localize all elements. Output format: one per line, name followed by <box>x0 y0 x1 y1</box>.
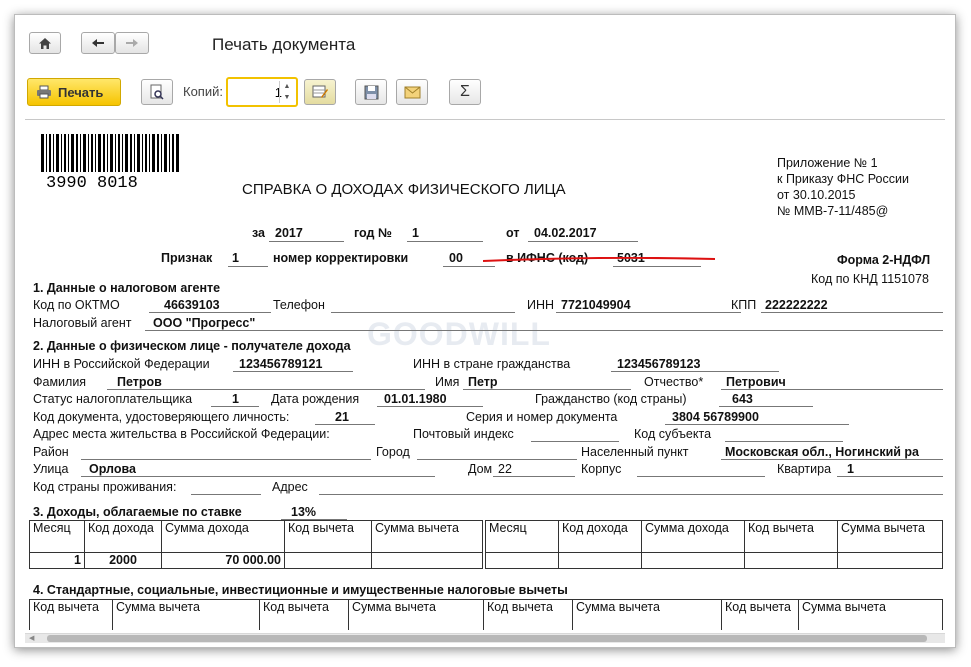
foreign-address-label: Адрес <box>272 480 308 494</box>
birth-date-value: 01.01.1980 <box>384 392 447 406</box>
header-deduction-code: Код вычета <box>745 521 838 553</box>
birth-date-label: Дата рождения <box>271 392 360 406</box>
building-label: Корпус <box>581 462 622 476</box>
address-label: Адрес места жительства в Российской Федерации: <box>33 427 330 441</box>
income-table-left <box>29 520 483 569</box>
tax-rate: 13% <box>291 505 317 519</box>
status-label: Статус налогоплательщика <box>33 392 193 406</box>
oktmo-value: 46639103 <box>164 298 220 312</box>
back-button[interactable] <box>81 32 115 54</box>
scrollbar-thumb[interactable] <box>47 635 927 642</box>
locality-label: Населенный пункт <box>581 445 689 459</box>
header-month: Месяц <box>486 521 559 553</box>
horizontal-scrollbar[interactable] <box>25 633 945 643</box>
number-label: год № <box>354 226 392 240</box>
page-preview-icon <box>149 84 165 100</box>
header-deduction-sum: Сумма вычета <box>372 521 483 553</box>
section-4-title: 4. Стандартные, социальные, инвестиционные и имущественные налоговые вычеты <box>33 583 568 597</box>
street-value: Орлова <box>89 462 136 476</box>
window-title: Печать документа <box>212 35 356 54</box>
copies-spin-buttons[interactable] <box>279 81 294 103</box>
knd-label: Код по КНД 1151078 <box>811 272 929 286</box>
document-area <box>25 119 945 630</box>
header-deduction-sum: Сумма вычета <box>799 600 943 631</box>
oktmo-label: Код по ОКТМО <box>33 298 120 312</box>
table-row <box>486 553 943 569</box>
doc-code-value: 21 <box>335 410 349 424</box>
header-deduction-code: Код вычета <box>722 600 799 631</box>
save-button[interactable] <box>355 79 387 105</box>
appendix-line-4: № ММВ-7-11/485@ <box>777 204 889 218</box>
barcode <box>41 134 181 188</box>
edit-table-icon <box>312 84 328 100</box>
printer-icon <box>36 85 52 99</box>
house-value: 22 <box>498 462 512 476</box>
header-deduction-sum: Сумма вычета <box>113 600 260 631</box>
cell-income-code: 2000 <box>85 553 162 569</box>
print-button-label: Печать <box>58 84 104 100</box>
cell-deduction-sum <box>372 553 483 569</box>
inn-citizenship-value: 123456789123 <box>617 357 701 371</box>
table-row <box>30 553 483 569</box>
scroll-left-icon[interactable]: ◀ <box>29 635 35 642</box>
header-income-code: Код дохода <box>85 521 162 553</box>
red-underline-mark <box>483 257 715 263</box>
house-label: Дом <box>468 462 493 476</box>
agent-inn-value: 7721049904 <box>561 298 631 312</box>
section-1-title: 1. Данные о налоговом агенте <box>33 281 221 295</box>
table-header-row <box>30 521 483 553</box>
sigma-icon: Σ <box>460 83 470 100</box>
citizenship-label: Гражданство (код страны) <box>535 392 687 406</box>
spin-down-icon[interactable]: ▼ <box>283 94 291 101</box>
patronymic-value: Петрович <box>726 375 786 389</box>
date-value: 04.02.2017 <box>534 226 597 240</box>
home-button[interactable] <box>29 32 61 54</box>
region-code-label: Код субъекта <box>634 427 712 441</box>
header-income-sum: Сумма дохода <box>642 521 745 553</box>
edit-mode-button[interactable] <box>304 79 336 105</box>
table-header-row <box>486 521 943 553</box>
header-deduction-code: Код вычета <box>30 600 113 631</box>
district-label: Район <box>33 445 69 459</box>
doc-code-label: Код документа, удостоверяющего личность: <box>33 410 290 424</box>
doc-series-value: 3804 56789900 <box>672 410 759 424</box>
phone-label: Телефон <box>273 298 325 312</box>
send-email-button[interactable] <box>396 79 428 105</box>
inn-rf-value: 123456789121 <box>239 357 323 371</box>
header-month: Месяц <box>30 521 85 553</box>
kpp-value: 222222222 <box>765 298 828 312</box>
name-value: Петр <box>468 375 498 389</box>
header-income-sum: Сумма дохода <box>162 521 285 553</box>
street-label: Улица <box>33 462 69 476</box>
ifns-label: в ИФНС (код) <box>506 251 589 265</box>
country-label: Код страны проживания: <box>33 480 177 494</box>
header-deduction-code: Код вычета <box>484 600 573 631</box>
date-label: от <box>506 226 520 240</box>
name-label: Имя <box>435 375 460 389</box>
year-value: 2017 <box>275 226 303 240</box>
inn-citizenship-label: ИНН в стране гражданства <box>413 357 571 371</box>
surname-value: Петров <box>117 375 162 389</box>
deductions-table <box>29 599 943 630</box>
print-button[interactable] <box>27 78 121 106</box>
header-deduction-sum: Сумма вычета <box>349 600 484 631</box>
ifns-value: 5031 <box>617 251 645 265</box>
header-deduction-sum: Сумма вычета <box>838 521 943 553</box>
copies-stepper[interactable] <box>226 77 298 107</box>
number-value: 1 <box>412 226 419 240</box>
spin-up-icon[interactable]: ▲ <box>283 83 291 90</box>
doc-series-label: Серия и номер документа <box>466 410 618 424</box>
copies-input[interactable] <box>230 82 284 102</box>
cell-deduction-code <box>285 553 372 569</box>
kpp-label: КПП <box>731 298 757 312</box>
locality-value: Московская обл., Ногинский ра <box>725 445 920 459</box>
preview-button[interactable] <box>141 79 173 105</box>
header-income-code: Код дохода <box>559 521 642 553</box>
attribute-value: 1 <box>232 251 239 265</box>
patronymic-label: Отчество* <box>644 375 704 389</box>
arrow-right-icon <box>125 38 139 48</box>
table-header-row <box>30 600 943 631</box>
section-3-title: 3. Доходы, облагаемые по ставке <box>33 505 242 519</box>
sum-button[interactable] <box>449 79 481 105</box>
home-icon <box>38 37 52 50</box>
print-document-window <box>14 14 956 648</box>
surname-label: Фамилия <box>33 375 87 389</box>
tax-agent-value: ООО "Прогресс" <box>153 316 256 330</box>
section-2-title: 2. Данные о физическом лице - получателе дохода <box>33 339 351 353</box>
copies-label: Копий: <box>183 84 223 99</box>
status-value: 1 <box>232 392 239 406</box>
forward-button[interactable] <box>115 32 149 54</box>
city-label: Город <box>376 445 410 459</box>
income-table-right <box>485 520 943 569</box>
inn-rf-label: ИНН в Российской Федерации <box>33 357 210 371</box>
flat-label: Квартира <box>777 462 832 476</box>
flat-value: 1 <box>847 462 854 476</box>
watermark-logo: GOODWILL <box>367 316 551 352</box>
header-deduction-code: Код вычета <box>260 600 349 631</box>
appendix-line-2: к Приказу ФНС России <box>777 172 909 186</box>
cell-income-sum: 70 000.00 <box>162 553 285 569</box>
appendix-line-3: от 30.10.2015 <box>777 188 856 202</box>
correction-label: номер корректировки <box>273 251 409 265</box>
attribute-label: Признак <box>161 251 213 265</box>
envelope-icon <box>404 86 421 99</box>
header-deduction-sum: Сумма вычета <box>573 600 722 631</box>
barcode-number: 3990 8018 <box>46 174 138 188</box>
header-deduction-code: Код вычета <box>285 521 372 553</box>
document-title: СПРАВКА О ДОХОДАХ ФИЗИЧЕСКОГО ЛИЦА <box>242 181 566 198</box>
floppy-disk-icon <box>364 85 379 100</box>
cell-month: 1 <box>30 553 85 569</box>
agent-inn-label: ИНН <box>527 298 555 312</box>
tax-agent-label: Налоговый агент <box>33 316 132 330</box>
form-label: Форма 2-НДФЛ <box>837 253 931 267</box>
arrow-left-icon <box>91 38 105 48</box>
correction-value: 00 <box>449 251 463 265</box>
citizenship-value: 643 <box>732 392 753 406</box>
year-label: за <box>252 226 266 240</box>
appendix-line-1: Приложение № 1 <box>777 156 878 170</box>
postcode-label: Почтовый индекс <box>413 427 514 441</box>
